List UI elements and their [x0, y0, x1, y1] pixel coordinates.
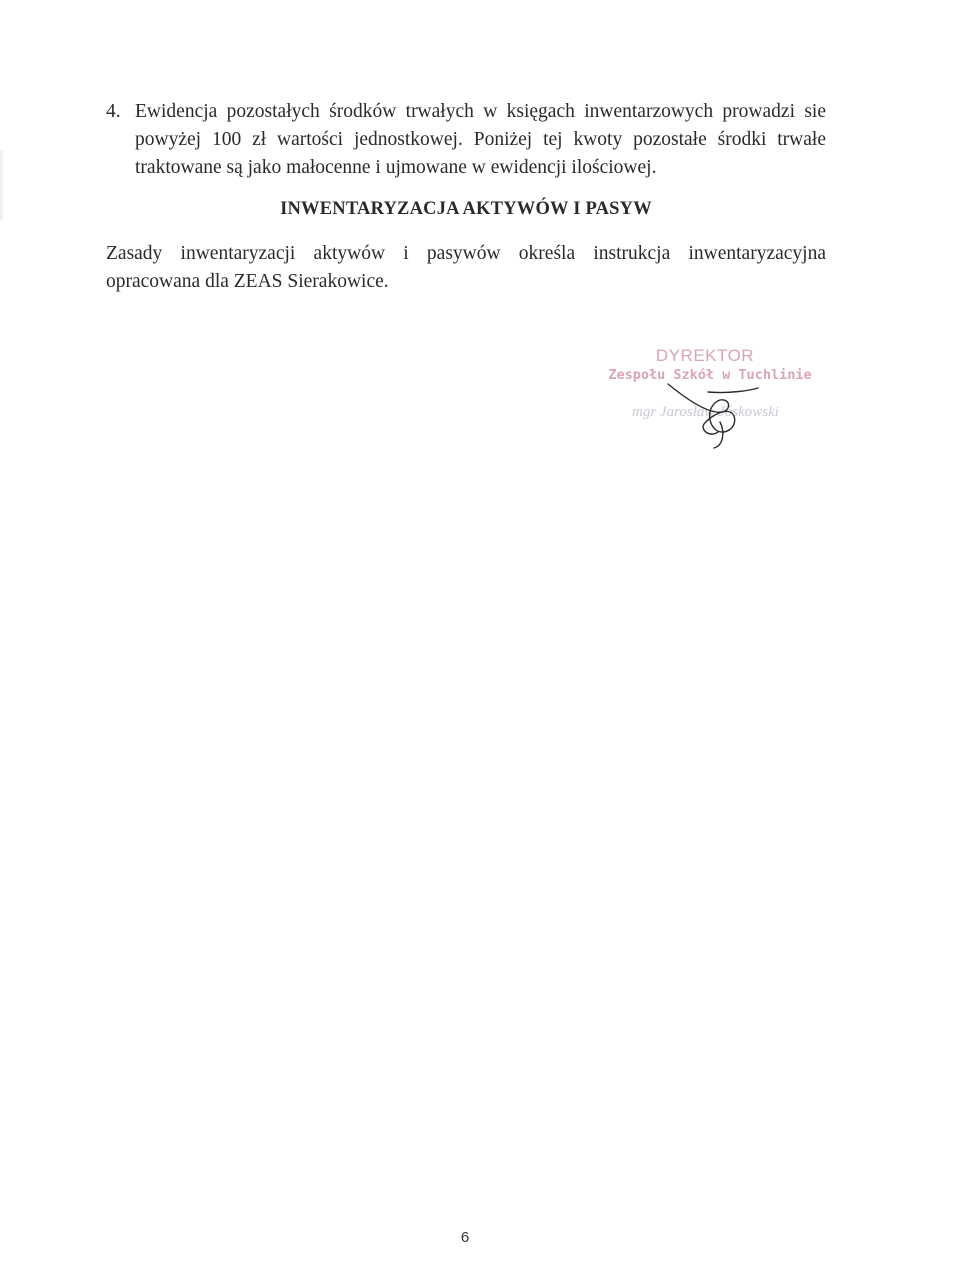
page-number: 6 — [460, 1229, 470, 1246]
stamp-title: DYREKTOR — [655, 346, 755, 365]
stamp-name: mgr Jarosław Jóskowski — [632, 404, 779, 420]
scan-edge-shadow — [0, 150, 4, 220]
list-item-4 — [106, 98, 826, 182]
section-heading: INWENTARYZACJA AKTYWÓW I PASYW — [280, 199, 652, 219]
body-paragraph: Zasady inwentaryzacji aktywów i pasywów określa instrukcja inwentaryzacyjna opracowana dla ZEAS Sierakowice. — [106, 243, 826, 292]
handwritten-signature — [660, 372, 770, 452]
list-item-text: Ewidencja pozostałych środków trwałych w księgach inwentarzowych prowadzi sie powyżej 100 zł wartości jednostkowej. Poniżej tej kwoty pozostałe środki trwałe traktowane są jako małocenne i ujmowane w ewidencji ilościowej. — [135, 101, 826, 178]
list-item-number: 4. — [106, 101, 121, 122]
stamp-organization: Zespołu Szkół w Tuchlinie — [608, 367, 812, 383]
